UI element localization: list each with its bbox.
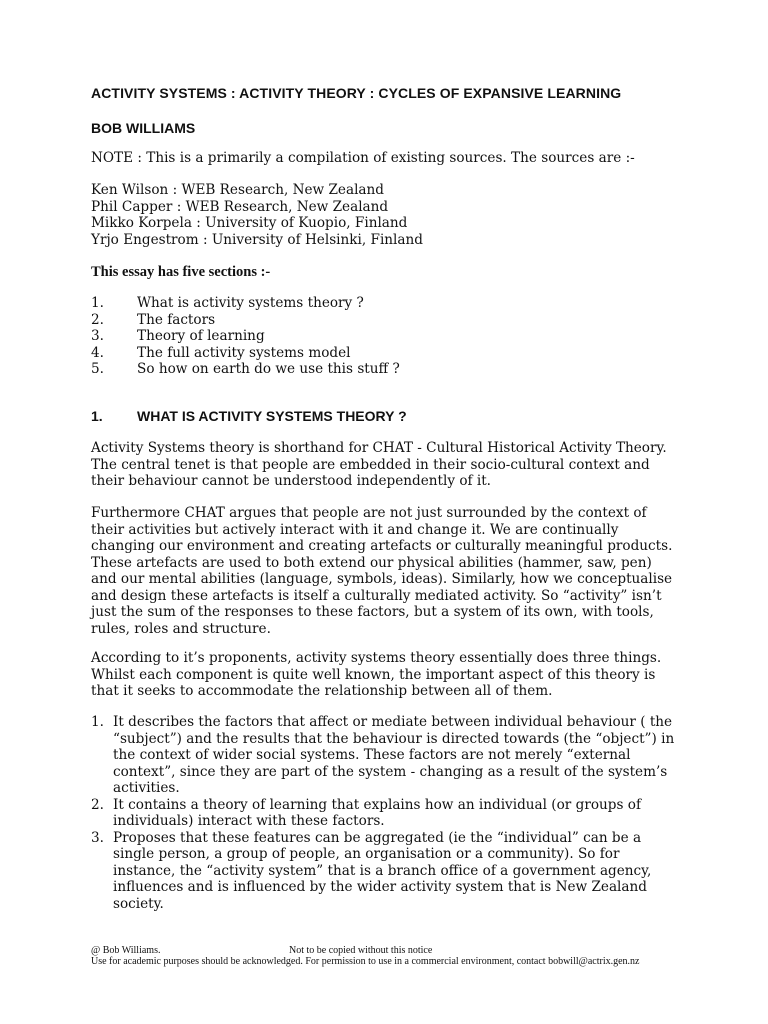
section-number: 3.: [91, 328, 104, 344]
sources-list: [91, 182, 423, 248]
footer-line: [91, 945, 691, 956]
section-list-item: [91, 361, 711, 378]
list-item: [91, 797, 679, 830]
footer-usage: Use for academic purposes should be acknowledged. For permission to use in a commercial environment, contact bobwill@actrix.gen.nz: [91, 956, 640, 967]
source-item: Ken Wilson : WEB Research, New Zealand: [91, 182, 384, 198]
section-list-item: [91, 328, 711, 345]
section-number: 2.: [91, 311, 104, 328]
section-number: 4.: [91, 344, 104, 361]
list-item-number: 3.: [91, 829, 104, 846]
essay-intro: This essay has five sections :-: [91, 264, 271, 280]
note-text: NOTE : This is a primarily a compilation of existing sources. The sources are :-: [91, 150, 635, 166]
list-item: [91, 714, 679, 797]
section-label: What is activity systems theory ?: [137, 295, 364, 311]
document-title: ACTIVITY SYSTEMS : ACTIVITY THEORY : CYCLES OF EXPANSIVE LEARNING: [91, 85, 622, 101]
section-label: Theory of learning: [137, 328, 265, 344]
section-label: So how on earth do we use this stuff ?: [137, 361, 400, 377]
document-author: BOB WILLIAMS: [91, 120, 196, 136]
section-label: The full activity systems model: [137, 344, 351, 361]
list-item-number: 2.: [91, 796, 104, 813]
section-list-item: [91, 312, 711, 329]
source-item: Phil Capper : WEB Research, New Zealand: [91, 198, 389, 215]
section-heading-number: 1.: [91, 408, 103, 424]
list-item: [91, 830, 679, 913]
source-item: Yrjo Engestrom : University of Helsinki, Finland: [91, 231, 423, 248]
list-item-text: Proposes that these features can be aggregated (ie the “individual” can be a single person, a group of people, an organisation or a community). So for instance, the “activity system” that is a branch office of a government agency, influences and is influenced by the wider activity system that is New Zealand society.: [113, 829, 652, 912]
paragraph: According to it’s proponents, activity systems theory essentially does three things. Whilst each component is quite well known, the important aspect of this theory is that it seeks to accommodate the relationship between all of them.: [91, 650, 662, 699]
section-list-item: [91, 295, 711, 312]
footer-copyright: @ Bob Williams.: [91, 945, 161, 956]
numbered-list: [91, 714, 679, 912]
list-item-text: It contains a theory of learning that explains how an individual (or groups of individuals) interact with these factors.: [113, 796, 641, 829]
section-heading-text: WHAT IS ACTIVITY SYSTEMS THEORY ?: [137, 408, 407, 424]
footer-notice: Not to be copied without this notice: [289, 945, 433, 956]
section-number: 1.: [91, 295, 104, 311]
page-footer: [91, 945, 691, 977]
paragraph: Activity Systems theory is shorthand for CHAT - Cultural Historical Activity Theory. The central tenet is that people are embedded in their socio-cultural context and their behaviour cannot be understood independently of it.: [91, 440, 667, 489]
source-item: Mikko Korpela : University of Kuopio, Finland: [91, 215, 408, 231]
list-item-number: 1.: [91, 714, 104, 730]
list-item-text: It describes the factors that affect or mediate between individual behaviour ( the “subject”) and the results that the behaviour is directed towards (the “object”) in the context of wider social systems. These factors are not merely “external context”, since they are part of the system - changing as a result of the system’s activities.: [113, 714, 675, 796]
paragraph: Furthermore CHAT argues that people are not just surrounded by the context of their activities but actively interact with it and change it. We are continually changing our environment and creating artefacts or culturally meaningful products. These artefacts are used to both extend our physical abilities (hammer, saw, pen) and our mental abilities (language, symbols, ideas). Similarly, how we conceptualise and design these artefacts is itself a culturally mediated activity. So “activity” isn’t just the sum of the responses to these factors, but a system of its own, with tools, rules, roles and structure.: [91, 505, 673, 637]
section-number: 5.: [91, 361, 104, 377]
section-list-item: [91, 345, 711, 362]
section-label: The factors: [137, 311, 216, 328]
sections-list: [91, 295, 711, 378]
section-heading: [91, 408, 407, 424]
